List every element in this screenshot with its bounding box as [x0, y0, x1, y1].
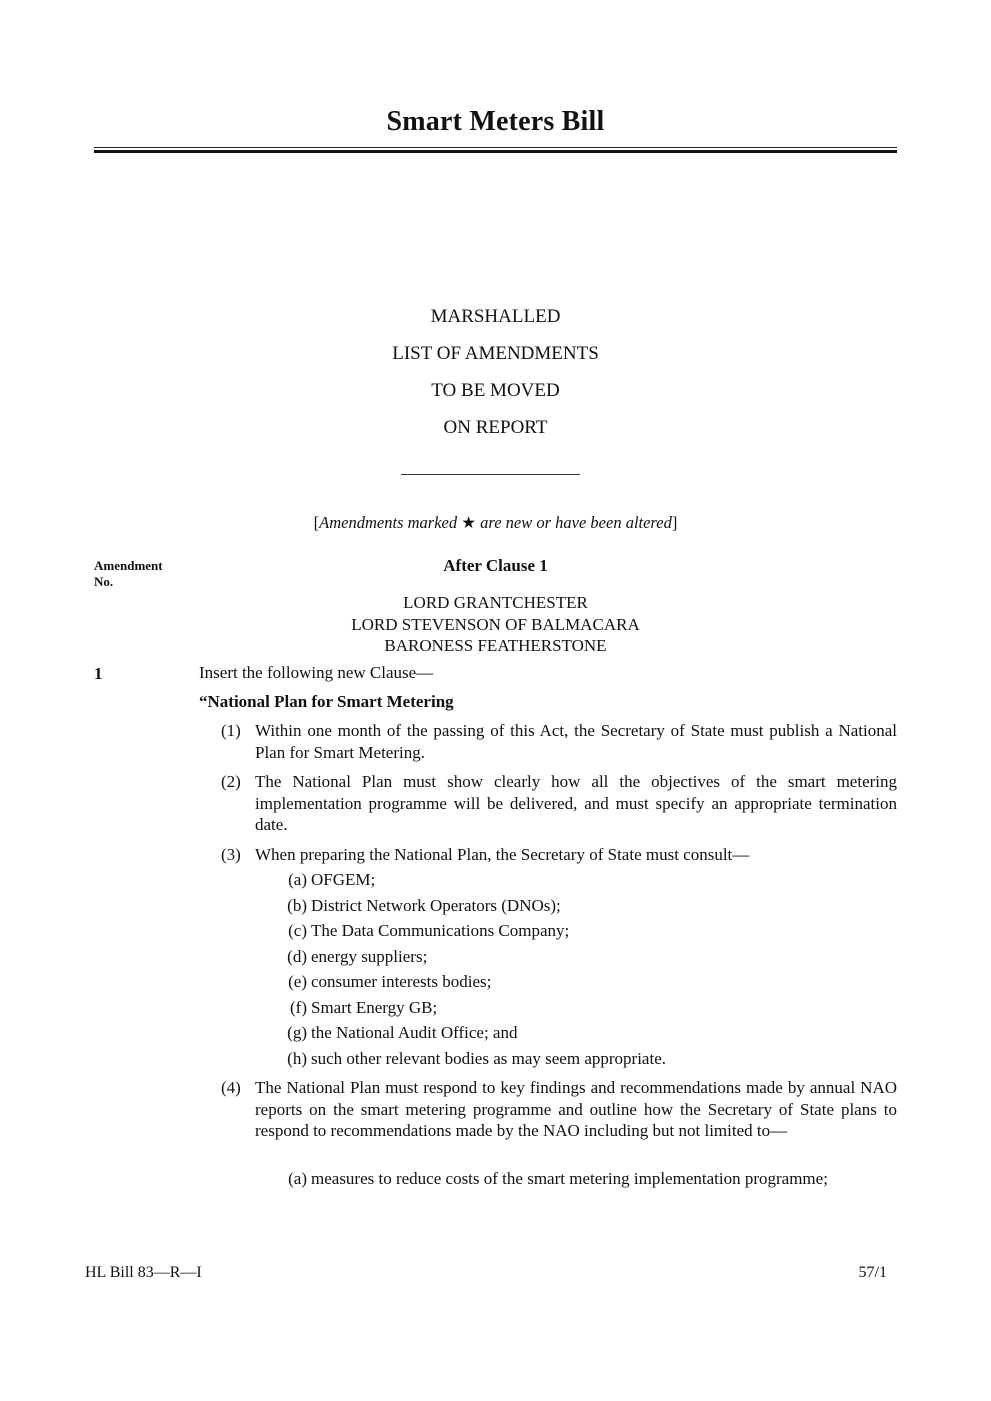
- item-label: (b): [287, 895, 307, 915]
- subsection-label: (1): [221, 721, 241, 740]
- item-text: measures to reduce costs of the smart metering implementation programme;: [311, 1169, 828, 1188]
- list-item-3f: [290, 997, 897, 1019]
- item-text: consumer interests bodies;: [311, 972, 492, 991]
- list-item-3g: [287, 1022, 897, 1044]
- list-item-3a: [288, 869, 897, 891]
- subsection-label: (2): [221, 772, 241, 791]
- note-text-before: Amendments marked: [319, 513, 462, 532]
- item-label: (f): [290, 997, 307, 1017]
- item-label: (h): [287, 1048, 307, 1068]
- subsection-2: [221, 771, 897, 836]
- item-text: energy suppliers;: [311, 946, 428, 966]
- title-rule-thin: [94, 147, 897, 148]
- list-item-4a: [288, 1168, 897, 1190]
- item-text: such other relevant bodies as may seem appropriate.: [311, 1048, 666, 1068]
- amendment-no-label-line2: No.: [94, 574, 114, 589]
- subsection-1: [221, 720, 897, 763]
- list-item-3h: [287, 1048, 897, 1070]
- heading-line-2: LIST OF AMENDMENTS: [392, 343, 599, 364]
- item-text: The Data Communications Company;: [311, 921, 570, 940]
- subsection-label: (3): [221, 845, 241, 864]
- subsection-3: [221, 844, 897, 866]
- page-number: 57/1: [858, 1264, 887, 1281]
- note-bracket-close: ]: [671, 513, 678, 532]
- clause-title: “National Plan for Smart Metering: [199, 692, 454, 711]
- subsection-4: [221, 1077, 897, 1142]
- subsection-label: (4): [221, 1078, 241, 1097]
- list-item-3b: [287, 895, 897, 917]
- mover: LORD STEVENSON OF BALMACARA: [351, 614, 640, 634]
- list-item-3c: [288, 920, 897, 942]
- separator-rule: [401, 474, 580, 475]
- item-label: (d): [287, 946, 307, 966]
- item-label: (e): [288, 972, 307, 991]
- heading-line-3: TO BE MOVED: [431, 380, 560, 401]
- item-text: OFGEM;: [311, 870, 376, 889]
- star-icon: ★: [461, 513, 477, 532]
- heading-line-4: ON REPORT: [443, 417, 548, 438]
- title-rule-thick: [94, 150, 897, 153]
- mover: BARONESS FEATHERSTONE: [384, 636, 607, 655]
- section-heading: After Clause 1: [443, 556, 548, 575]
- bill-title: Smart Meters Bill: [386, 106, 605, 137]
- amendment-instruction: Insert the following new Clause—: [199, 663, 434, 682]
- item-text: District Network Operators (DNOs);: [311, 895, 561, 915]
- subsection-text: The National Plan must show clearly how all the objectives of the smart metering implementation programme will be delivered, and must specify an appropriate termination date.: [255, 772, 897, 834]
- mover: LORD GRANTCHESTER: [403, 593, 588, 612]
- amendment-no-label-line1: Amendment: [94, 558, 163, 573]
- bill-reference: HL Bill 83—R—I: [85, 1264, 202, 1281]
- list-item-3d: [287, 946, 897, 968]
- subsection-text: Within one month of the passing of this Act, the Secretary of State must publish a National Plan for Smart Metering.: [255, 721, 897, 762]
- item-label: (c): [288, 921, 307, 940]
- item-text: the National Audit Office; and: [311, 1023, 518, 1042]
- item-label: (g): [287, 1023, 307, 1042]
- note-text-after: are new or have been altered: [476, 513, 672, 532]
- amendment-note: [0, 513, 991, 533]
- note-bracket-open: [: [313, 513, 320, 532]
- list-item-3e: [288, 971, 897, 993]
- subsection-text: When preparing the National Plan, the Secretary of State must consult—: [255, 845, 750, 864]
- heading-line-1: MARSHALLED: [430, 306, 561, 327]
- amendment-number: 1: [94, 664, 103, 683]
- item-label: (a): [288, 1169, 307, 1188]
- item-label: (a): [288, 870, 307, 889]
- item-text: Smart Energy GB;: [311, 997, 438, 1017]
- subsection-text: The National Plan must respond to key findings and recommendations made by annual NAO reports on the smart metering programme and outline how the Secretary of State plans to respond to recommendations made by the NAO including but not limited to—: [255, 1078, 897, 1140]
- movers-list: [0, 592, 991, 657]
